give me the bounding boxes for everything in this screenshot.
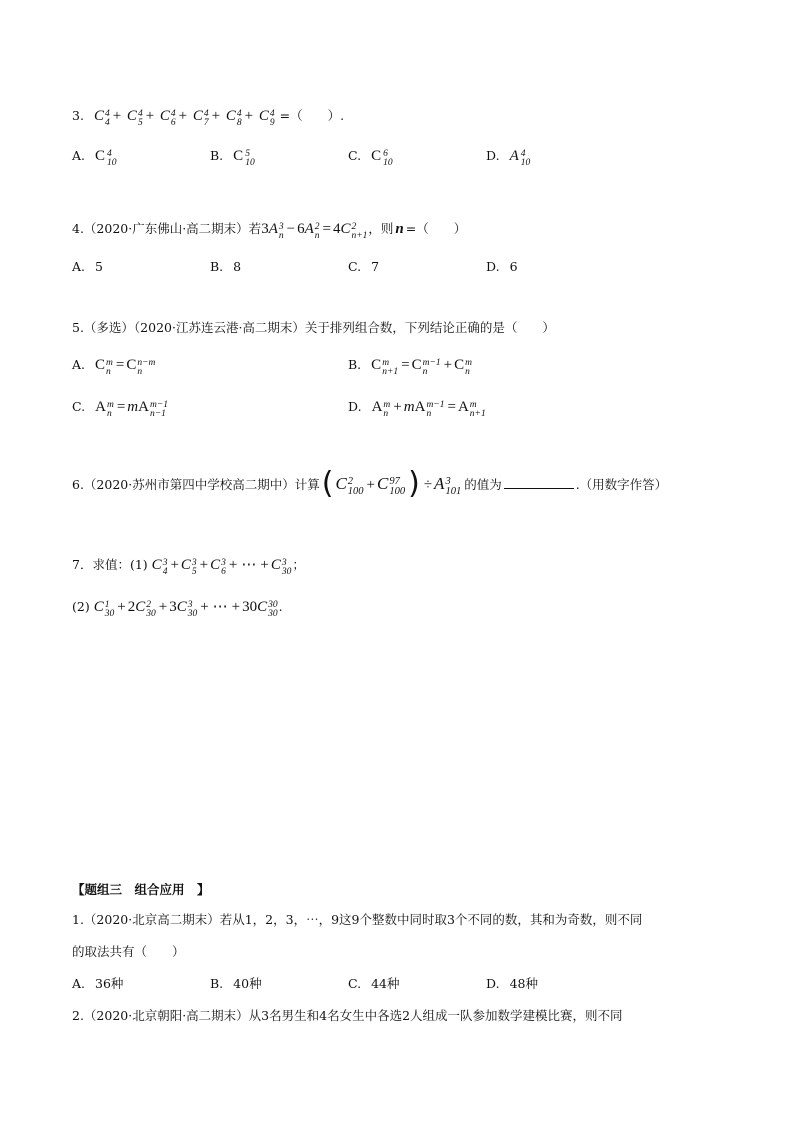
q6-stem [72, 466, 668, 501]
q6-expression: ( C 2 100 + C 97 100 ) ÷ A 3 101 [321, 466, 462, 501]
group3-q1-line1: 1.（2020·北京高二期末）若从1，2，3，⋯，9这9个整数中同时取3个不同的数，其和为奇数，则不同 [72, 912, 643, 927]
q4-equation: 3A 3 n − 6A 2 n = 4C 2 n+1 [261, 221, 368, 241]
q3-stem [72, 106, 344, 126]
q3-number: 3. [72, 108, 84, 123]
q7-part2-expression: C 1 30 + 2C 2 30 + 3C 3 30 + ⋯ + 30C 30 30 [93, 599, 278, 619]
q7-prefix: 7．求值：(1) [72, 557, 148, 572]
q4-middle: ，则 [368, 221, 394, 236]
q5-stem: 5.（多选）（2020·江苏连云港·高二期末）关于排列组合数，下列结论正确的是（ ） [72, 320, 555, 335]
q7-part2: (2) C 1 30 + 2C 2 30 + 3C 3 30 + ⋯ + 30C 30 30 . [72, 599, 283, 619]
q6-answer-blank [504, 476, 574, 489]
group3-q1-option-d: D. 48种 [486, 976, 538, 991]
q5-options-row1 [72, 355, 473, 375]
q3-option-a: A. C 4 10 [72, 148, 117, 168]
group3-q1-line2: 的取法共有（ ） [72, 944, 185, 959]
q4-option-b: B. 8 [210, 259, 242, 274]
q4-variable: n [395, 221, 404, 237]
q3-option-b: B. C 5 10 [210, 148, 255, 168]
q3-tail: =（ ）. [279, 108, 345, 123]
q3-options [72, 146, 530, 166]
q7-part1-expression: C 3 4 + C 3 5 + C 3 6 + ⋯ + C 3 30 [151, 557, 292, 577]
group3-q1-option-b: B. 40种 [210, 976, 262, 991]
q4-options [72, 257, 518, 277]
q4-tail: =（ ） [405, 221, 467, 236]
q5-option-b: B. C m n+1 = C m−1 n + C m n [348, 357, 472, 377]
group3-q1-options [72, 974, 538, 994]
q6-suffix: 的值为 [464, 477, 502, 492]
q6-prefix: 6.（2020·苏州市第四中学校高二期中）计算 [72, 477, 320, 492]
q3-option-c: C. C 6 10 [348, 148, 393, 168]
q6-tail: .（用数字作答） [575, 477, 668, 492]
q5-option-a: A. C m n = C n−m n [72, 357, 156, 377]
q7-part1: 7．求值：(1) C 3 4 + C 3 5 + C 3 6 + ⋯ + C 3 30 ； [72, 557, 305, 577]
group3-heading: 【题组三 组合应用 】 [72, 882, 210, 897]
q4-option-c: C. 7 [348, 259, 380, 274]
group3-q1-option-a: A. 36种 [72, 976, 124, 991]
q5-option-c: C. A m n = mA m−1 n−1 [72, 399, 168, 419]
q3-sum-expression: C 4 4 + C 4 5 + C 4 6 + C 4 7 + C 4 8 + C 4 9 [93, 108, 275, 128]
q5-options-row2 [72, 397, 487, 417]
q4-stem [72, 219, 466, 239]
q4-prefix: 4.（2020·广东佛山·高二期末）若 [72, 221, 262, 236]
q3-option-d: D. A 4 10 [486, 148, 531, 168]
q7-part2-label: (2) [72, 599, 90, 614]
group3-q2-line1: 2.（2020·北京朝阳·高二期末）从3名男生和4名女生中各选2人组成一队参加数学建模比赛，则不同 [72, 1008, 623, 1023]
group3-q1-option-c: C. 44种 [348, 976, 400, 991]
q4-option-d: D. 6 [486, 259, 518, 274]
q5-option-d: D. A m n + mA m−1 n = A m n+1 [348, 399, 486, 419]
q4-option-a: A. 5 [72, 259, 103, 274]
